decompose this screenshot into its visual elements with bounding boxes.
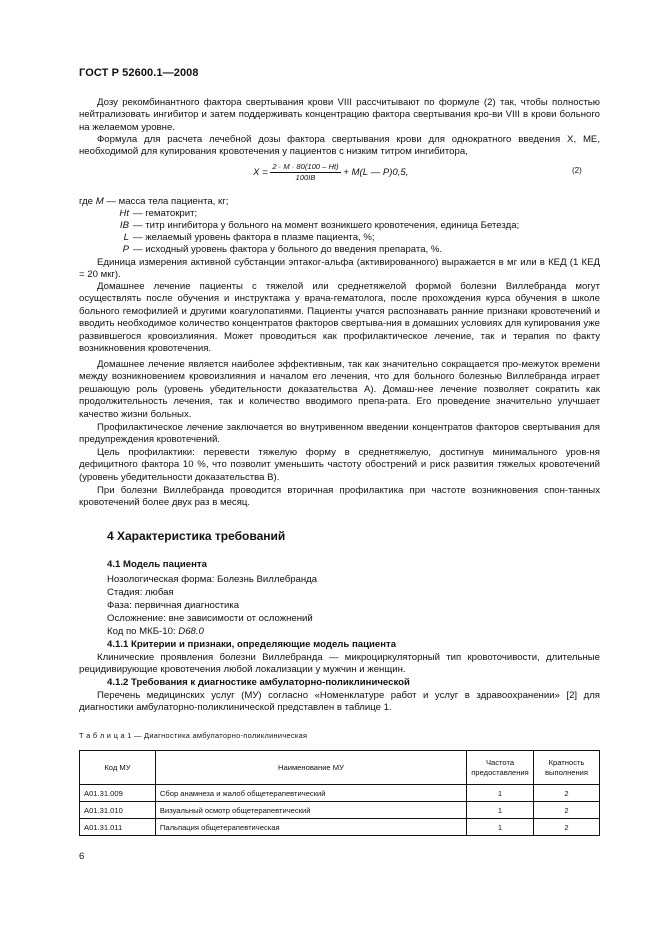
table-caption: Т а б л и ц а 1 — Диагностика амбулаторно-поликлиническая bbox=[79, 731, 308, 740]
page-number: 6 bbox=[79, 851, 85, 862]
where-text: — гематокрит; bbox=[133, 208, 198, 219]
where-item bbox=[79, 196, 228, 208]
paragraph-home-treatment: Домашнее лечение пациенты с тяжелой или среднетяжелой формой болезни Виллебранда могут осуществлять после обучения и инструктажа у врача-гематолога, после прохождения курса обучения в школе больного гемофилией и другими коагулопатиями. Пациенты учатся распознавать ранние признаки кровотечений и вводить необходимое количество концентратов факторов свертыва-ния в домашних условиях для купирования уже развившегося кровоизлияния. Может проводиться как профилактическое лечение, так и терапия по факту возникновения кровотечения. bbox=[79, 281, 600, 355]
section-4-1-1-heading: 4.1.1 Критерии и признаки, определяющие модель пациента bbox=[107, 639, 397, 650]
document-header: ГОСТ Р 52600.1—2008 bbox=[79, 67, 199, 79]
table-cell: Визуальный осмотр общетерапевтический bbox=[155, 802, 466, 819]
column-header: Код МУ bbox=[80, 751, 156, 785]
diagnostics-table bbox=[79, 750, 600, 836]
paragraph-clinical: Клинические проявления болезни Виллебранда — микроциркуляторный тип кровоточивости, длительные рецидивирующие кровотечения любой локализации у мужчин и женщин. bbox=[79, 652, 600, 676]
column-header: Кратность выполнения bbox=[534, 751, 600, 785]
dose-formula bbox=[253, 162, 408, 183]
paragraph-prophylaxis: Профилактическое лечение заключается во внутривенном введении концентратов факторов свертывания для предупреждения кровотечений. bbox=[79, 422, 600, 446]
formula-fraction bbox=[270, 162, 340, 183]
mkb-label: Код по МКБ-10: bbox=[107, 626, 176, 637]
formula-lhs: X = bbox=[253, 167, 268, 179]
table-cell: 2 bbox=[534, 802, 600, 819]
paragraph-dose: Дозу рекомбинантного фактора свертывания крови VIII рассчитывают по формуле (2) так, чтобы полностью нейтрализовать ингибитор и затем поддерживать концентрацию фактора свертывания кро-ви VIII в крови больного на желаемом уровне. bbox=[79, 97, 600, 133]
table-cell: 1 bbox=[467, 802, 534, 819]
table-cell: А01.31.009 bbox=[80, 785, 156, 802]
section-4-1-2-heading: 4.1.2 Требования к диагностике амбулаторно-поликлинической bbox=[107, 677, 410, 688]
mkb-code: D68.0 bbox=[178, 626, 204, 637]
paragraph-prophylaxis-goal: Цель профилактики: перевести тяжелую форму в среднетяжелую, достигнув минимального уров-ня дефицитного фактора 10 %, что позволит уменьшить частоту обострений и риск развития тяжелых кровотечений (уровень убедительности доказательства В). bbox=[79, 447, 600, 483]
where-text: — желаемый уровень фактора в плазме пациента, %; bbox=[133, 232, 375, 243]
table-cell: 1 bbox=[467, 785, 534, 802]
model-item: Стадия: любая bbox=[107, 587, 174, 598]
formula-rhs: + M(L — P)0,5, bbox=[343, 167, 409, 179]
paragraph-formula-intro: Формула для расчета лечебной дозы фактора свертывания крови для однократного введения X, МЕ, необходимой для купирования кровотечения у пациентов с низким титром ингибитора, bbox=[79, 134, 600, 158]
table-cell: Пальпация общетерапевтическая bbox=[155, 819, 466, 836]
where-item bbox=[79, 232, 375, 244]
where-symbol: L bbox=[123, 232, 129, 243]
formula-numerator: 2 · M · 80(100 – Ht) bbox=[272, 162, 339, 171]
section-4-heading: 4 Характеристика требований bbox=[107, 529, 286, 543]
formula-denominator: 100IB bbox=[295, 173, 316, 182]
model-item: Осложнение: вне зависимости от осложнений bbox=[107, 613, 313, 624]
where-text: — исходный уровень фактора у больного до введения препарата, %. bbox=[133, 244, 443, 255]
table-cell: А01.31.010 bbox=[80, 802, 156, 819]
table-row bbox=[80, 819, 600, 836]
where-symbol: M bbox=[95, 196, 104, 207]
table-row bbox=[80, 785, 600, 802]
where-text: — масса тела пациента, кг; bbox=[106, 196, 229, 207]
where-item bbox=[79, 220, 519, 232]
table-header-row bbox=[80, 751, 600, 785]
paragraph-units: Единица измерения активной субстанции эптаког-альфа (активированного) выражается в мг или в КЕД (1 КЕД = 20 мкг). bbox=[79, 257, 600, 281]
where-symbol: P bbox=[122, 244, 129, 255]
model-item: Нозологическая форма: Болезнь Виллебранда bbox=[107, 574, 318, 585]
model-item: Фаза: первичная диагностика bbox=[107, 600, 240, 611]
where-text: — титр ингибитора у больного на момент возникшего кровотечения, единица Бетезда; bbox=[133, 220, 520, 231]
where-item bbox=[79, 208, 197, 220]
section-4-1-heading: 4.1 Модель пациента bbox=[107, 559, 207, 570]
where-symbol: Ht bbox=[119, 208, 129, 219]
paragraph-services: Перечень медицинских услуг (МУ) согласно «Номенклатуре работ и услуг в здравоохранении» [2] для диагностики амбулаторно-поликлинической представлен в таблице 1. bbox=[79, 690, 600, 714]
table-row bbox=[80, 802, 600, 819]
formula-number: (2) bbox=[572, 166, 582, 175]
paragraph-home-effective: Домашнее лечение является наиболее эффективным, так как значительно сокращается про-межуток времени между возникновением кровоизлияния и началом его лечения, что для больного болезнью Виллебранда играет решающую роль (уровень убедительности доказательства А). Домаш-нее лечение позволяет сократить как продолжительность лечения, так и количество вводимого препа-рата. Его проведение значительно улучшает качество жизни больных. bbox=[79, 359, 600, 420]
table-cell: А01.31.011 bbox=[80, 819, 156, 836]
table-cell: 2 bbox=[534, 819, 600, 836]
where-symbol: IB bbox=[119, 220, 129, 231]
column-header: Наименование МУ bbox=[155, 751, 466, 785]
where-item bbox=[79, 244, 442, 256]
table-cell: 2 bbox=[534, 785, 600, 802]
paragraph-secondary-prophylaxis: При болезни Виллебранда проводится вторичная профилактика при частоте возникновения спон-танных кровотечений более двух раз в месяц. bbox=[79, 485, 600, 509]
where-prefix: где bbox=[79, 196, 94, 207]
table-cell: 1 bbox=[467, 819, 534, 836]
table-cell: Сбор анамнеза и жалоб общетерапевтический bbox=[155, 785, 466, 802]
column-header: Частота предоставления bbox=[467, 751, 534, 785]
mkb-code-line bbox=[107, 626, 204, 638]
